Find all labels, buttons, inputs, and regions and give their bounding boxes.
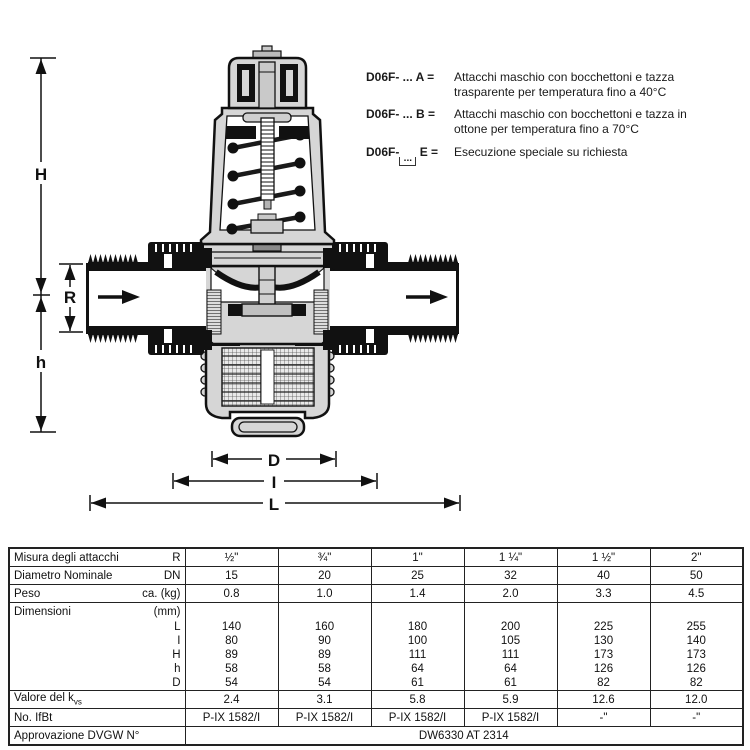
row-label — [12, 621, 183, 633]
table-cell: 3.3 — [557, 585, 650, 603]
row-label — [12, 588, 183, 600]
table-row — [9, 676, 743, 691]
table-cell: 32 — [464, 567, 557, 585]
legend-item-B — [366, 107, 746, 137]
dimension-line-D — [212, 448, 336, 470]
table-cell: 1.0 — [278, 585, 371, 603]
table-row — [9, 648, 743, 662]
row-label — [12, 730, 183, 742]
table-cell: 54 — [278, 676, 371, 691]
table-cell: P-IX 1582/I — [464, 709, 557, 727]
table-cell: 82 — [557, 676, 650, 691]
table-cell: 173 — [650, 648, 743, 662]
table-cell: ¾" — [278, 548, 371, 567]
dim-label-R: R — [63, 288, 77, 307]
table-cell: P-IX 1582/I — [371, 709, 464, 727]
filter-cup — [201, 340, 334, 436]
table-cell: 40 — [557, 567, 650, 585]
table-row — [9, 603, 743, 621]
row-label-text: Misura degli attacchi — [14, 551, 119, 564]
table-cell: 12.0 — [650, 691, 743, 709]
table-cell: 25 — [371, 567, 464, 585]
legend-desc-A: Attacchi maschio con bocchettoni e tazza trasparente per temperatura fino a 40°C — [454, 70, 675, 99]
row-unit-text: (mm) — [153, 605, 181, 618]
table-cell: P-IX 1582/I — [278, 709, 371, 727]
row-label-text: Dimensioni — [14, 605, 71, 618]
row-label — [12, 606, 183, 618]
table-cell: 140 — [650, 634, 743, 648]
table-row — [9, 691, 743, 709]
table-row — [9, 727, 743, 746]
dim-label-I: I — [271, 473, 277, 492]
table-cell: 61 — [464, 676, 557, 691]
table-cell — [185, 603, 278, 621]
legend-item-E — [366, 145, 746, 166]
table-cell: 225 — [557, 620, 650, 634]
table-cell: 1 ¼" — [464, 548, 557, 567]
table-row — [9, 567, 743, 585]
table-cell: 180 — [371, 620, 464, 634]
placeholder-bracket-icon: ... — [399, 157, 416, 166]
row-label — [12, 649, 183, 661]
row-unit-text: R — [172, 551, 181, 564]
table-cell: 64 — [371, 662, 464, 676]
row-label-cell — [9, 634, 185, 648]
table-cell: 126 — [650, 662, 743, 676]
row-label-cell — [9, 648, 185, 662]
table-row — [9, 662, 743, 676]
table-cell: 58 — [278, 662, 371, 676]
table-cell: 130 — [557, 634, 650, 648]
table-cell: -" — [557, 709, 650, 727]
row-label — [12, 552, 183, 564]
table-cell: 140 — [185, 620, 278, 634]
table-cell: ½" — [185, 548, 278, 567]
row-unit-text: ca. (kg) — [142, 587, 181, 600]
row-label-text: Diametro Nominale — [14, 569, 113, 582]
row-label-cell — [9, 603, 185, 621]
table-cell: 20 — [278, 567, 371, 585]
legend-desc-E: Esecuzione speciale su richiesta — [454, 145, 628, 159]
table-row — [9, 709, 743, 727]
table-cell — [371, 603, 464, 621]
dim-label-h: h — [35, 353, 47, 372]
table-cell: 100 — [371, 634, 464, 648]
row-unit-text: D — [172, 677, 181, 689]
row-unit-text: H — [172, 649, 181, 661]
row-label-cell — [9, 709, 185, 727]
table-cell — [650, 603, 743, 621]
dim-label-D: D — [267, 451, 281, 470]
row-unit-text: DN — [163, 569, 181, 582]
row-label-cell — [9, 620, 185, 634]
table-cell: 111 — [371, 648, 464, 662]
row-label-cell — [9, 662, 185, 676]
table-cell: 1" — [371, 548, 464, 567]
table-row — [9, 620, 743, 634]
row-label — [12, 692, 183, 706]
row-label — [12, 663, 183, 675]
table-cell: 4.5 — [650, 585, 743, 603]
row-label-cell — [9, 691, 185, 709]
row-label-text: Approvazione DVGW N° — [14, 729, 140, 742]
legend-desc-B: Attacchi maschio con bocchettoni e tazza in ottone per temperatura fino a 70°C — [454, 107, 687, 136]
model-code-E: D06F- ... E = — [366, 145, 439, 164]
spring-bonnet — [201, 108, 334, 244]
table-cell: 50 — [650, 567, 743, 585]
row-label-cell — [9, 676, 185, 691]
table-cell: 105 — [464, 634, 557, 648]
table-cell: 82 — [650, 676, 743, 691]
row-unit-text: L — [174, 621, 181, 633]
table-row — [9, 585, 743, 603]
row-label-cell — [9, 727, 185, 746]
table-cell: 58 — [185, 662, 278, 676]
merged-value-cell: DW6330 AT 2314 — [185, 727, 743, 746]
table-cell: 15 — [185, 567, 278, 585]
row-label-text: No. IfBt — [14, 711, 53, 724]
row-unit-text: h — [174, 663, 181, 675]
table-cell: P-IX 1582/I — [185, 709, 278, 727]
table-cell: 2.4 — [185, 691, 278, 709]
table-cell: 0.8 — [185, 585, 278, 603]
row-label — [12, 712, 183, 724]
table-cell: 5.8 — [371, 691, 464, 709]
table-cell: 255 — [650, 620, 743, 634]
table-cell: 160 — [278, 620, 371, 634]
row-label — [12, 635, 183, 647]
male-thread-top-right — [408, 254, 458, 263]
table-cell: 90 — [278, 634, 371, 648]
table-cell: 3.1 — [278, 691, 371, 709]
table-cell: 12.6 — [557, 691, 650, 709]
table-cell: 2.0 — [464, 585, 557, 603]
spec-table — [8, 547, 744, 746]
dim-label-H: H — [34, 165, 48, 184]
dim-label-L: L — [268, 495, 280, 514]
table-cell: 200 — [464, 620, 557, 634]
row-unit-text: I — [177, 635, 181, 647]
row-label-text: Peso — [14, 587, 41, 600]
row-label-cell — [9, 548, 185, 567]
table-cell: 64 — [464, 662, 557, 676]
model-code-A: D06F- ... A = — [366, 70, 435, 84]
table-cell: 5.9 — [464, 691, 557, 709]
row-label-cell — [9, 585, 185, 603]
model-code-B: D06F- ... B = — [366, 107, 436, 121]
table-cell: 89 — [278, 648, 371, 662]
table-cell: 1 ½" — [557, 548, 650, 567]
table-cell: 1.4 — [371, 585, 464, 603]
male-thread-bottom-left — [88, 334, 138, 343]
table-cell: 2" — [650, 548, 743, 567]
table-cell: 80 — [185, 634, 278, 648]
row-label — [12, 677, 183, 689]
table-cell: 61 — [371, 676, 464, 691]
dimension-line-I — [173, 470, 377, 492]
male-thread-bottom-right — [408, 334, 458, 343]
row-label-text: Valore del $k_{vs}$ — [14, 692, 82, 707]
row-label — [12, 570, 183, 582]
table-cell — [464, 603, 557, 621]
male-thread-top-left — [88, 254, 138, 263]
table-cell — [557, 603, 650, 621]
legend-item-A — [366, 70, 746, 100]
table-cell: 173 — [557, 648, 650, 662]
table-cell: -" — [650, 709, 743, 727]
dimension-line-H-h — [30, 58, 56, 432]
table-row — [9, 634, 743, 648]
spec-table-body — [9, 548, 743, 745]
table-cell: 89 — [185, 648, 278, 662]
dimension-line-L — [90, 492, 460, 514]
table-cell: 111 — [464, 648, 557, 662]
table-row — [9, 548, 743, 567]
table-cell: 54 — [185, 676, 278, 691]
table-cell: 126 — [557, 662, 650, 676]
table-cell — [278, 603, 371, 621]
row-label-cell — [9, 567, 185, 585]
valve-cap — [229, 46, 306, 108]
